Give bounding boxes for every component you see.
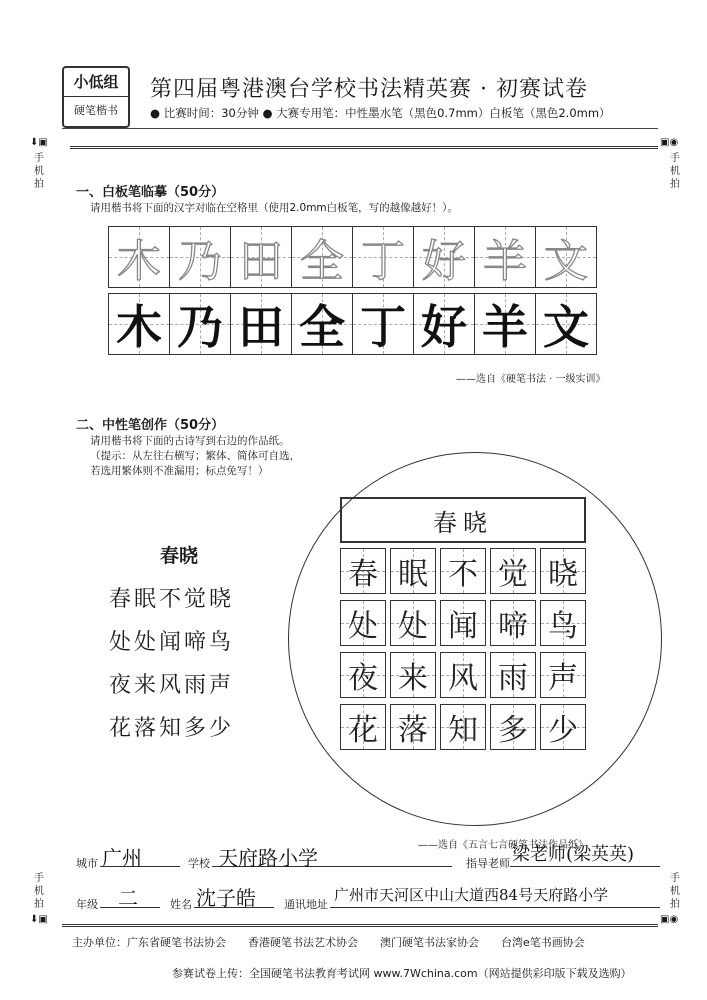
instruction-line: 请用楷书将下面的古诗写到右边的作品纸。 bbox=[90, 435, 290, 447]
work-cell bbox=[440, 548, 486, 594]
city-value[interactable]: 广州 bbox=[102, 846, 142, 870]
work-cell bbox=[540, 652, 586, 698]
grid-char: 好 bbox=[421, 300, 467, 354]
school-value[interactable]: 天府路小学 bbox=[218, 846, 318, 870]
grid-cell bbox=[413, 293, 475, 355]
side-label-bottom-right: 手机拍 bbox=[670, 873, 680, 910]
group-badge bbox=[62, 66, 130, 128]
section1-title: 一、白板笔临摹（50分） bbox=[76, 185, 225, 200]
work-cell bbox=[340, 652, 386, 698]
address-label: 通讯地址 bbox=[284, 898, 328, 911]
work-cell bbox=[340, 600, 386, 646]
poem-line: 夜来风雨声 bbox=[109, 673, 235, 698]
grid-char: 乃 bbox=[177, 300, 223, 354]
work-char: 少 bbox=[548, 713, 578, 748]
work-char: 落 bbox=[398, 713, 428, 748]
work-char: 知 bbox=[448, 713, 478, 748]
work-char: 夜 bbox=[348, 661, 378, 696]
grid-char: 丁 bbox=[360, 300, 406, 354]
address-underline bbox=[330, 907, 660, 908]
section2-title: 二、中性笔创作（50分） bbox=[76, 418, 225, 433]
work-char: 处 bbox=[348, 609, 378, 644]
footer-rule bbox=[62, 924, 658, 927]
work-cell bbox=[490, 600, 536, 646]
poem-title: 春晓 bbox=[160, 545, 199, 567]
work-cell bbox=[390, 600, 436, 646]
instruction-line: （提示：从左往右横写；繁体、简体可自选， bbox=[90, 450, 300, 462]
poem-line: 花落知多少 bbox=[109, 716, 235, 741]
grid-char: 羊 bbox=[483, 236, 527, 287]
work-cell bbox=[490, 704, 536, 750]
grid-cell bbox=[108, 226, 170, 288]
work-char: 风 bbox=[448, 661, 478, 696]
grid-char: 文 bbox=[543, 300, 589, 354]
group-label: 小低组 bbox=[64, 68, 128, 97]
grid-cell bbox=[291, 226, 353, 288]
work-char: 闻 bbox=[448, 609, 478, 644]
organizers: 主办单位：广东省硬笔书法协会 香港硬笔书法艺术协会 澳门硬笔书法家协会 台湾e笔书画协会 bbox=[72, 936, 585, 949]
side-label-top-right: 手机拍 bbox=[670, 153, 680, 190]
side-label-bottom-left: 手机拍 bbox=[34, 873, 44, 910]
grid-cell bbox=[169, 226, 231, 288]
work-char: 声 bbox=[548, 661, 578, 696]
work-cell bbox=[440, 652, 486, 698]
grid-char: 羊 bbox=[482, 300, 528, 354]
grid-cell bbox=[291, 293, 353, 355]
grid-char: 全 bbox=[299, 300, 345, 354]
work-title-box bbox=[340, 497, 586, 543]
download-icon: ⬇▣ bbox=[30, 137, 48, 148]
header-double-rule bbox=[70, 146, 658, 149]
teacher-label: 指导老师 bbox=[466, 857, 510, 870]
grid-char: 乃 bbox=[178, 236, 222, 287]
grid-cell bbox=[352, 293, 414, 355]
poem-text bbox=[109, 578, 234, 750]
work-char: 来 bbox=[398, 661, 428, 696]
work-grid bbox=[340, 548, 590, 756]
download-icon: ⬇▣ bbox=[30, 914, 48, 925]
grid-char: 田 bbox=[238, 300, 284, 354]
address-value[interactable]: 广州市天河区中山大道西84号天府路小学 bbox=[334, 886, 609, 904]
side-label-top-left: 手机拍 bbox=[34, 153, 44, 190]
work-row bbox=[340, 600, 590, 646]
work-cell bbox=[390, 652, 436, 698]
work-char: 春 bbox=[348, 557, 378, 592]
grid-cell bbox=[352, 226, 414, 288]
exam-title: 第四届粤港澳台学校书法精英赛 · 初赛试卷 bbox=[150, 77, 588, 102]
grade-value[interactable]: 二 bbox=[118, 886, 138, 910]
work-char: 晓 bbox=[548, 557, 578, 592]
category-label: 硬笔楷书 bbox=[74, 104, 118, 117]
grid-char: 木 bbox=[116, 300, 162, 354]
work-row bbox=[340, 548, 590, 594]
grid-cell bbox=[230, 293, 292, 355]
grid-cell bbox=[474, 226, 536, 288]
poem-line: 处处闻啼鸟 bbox=[109, 630, 235, 655]
camera-icon: ▣◉ bbox=[660, 137, 679, 148]
grid-cell bbox=[535, 226, 597, 288]
trace-grid bbox=[108, 226, 597, 288]
section2-instructions bbox=[90, 434, 300, 479]
grid-char: 好 bbox=[422, 236, 466, 287]
grid-cell bbox=[535, 293, 597, 355]
section1-source: ——选自《硬笔书法 · 一级实训》 bbox=[456, 374, 606, 385]
work-char: 不 bbox=[448, 557, 478, 592]
work-cell bbox=[340, 704, 386, 750]
grade-label: 年级 bbox=[76, 898, 98, 911]
work-char: 眠 bbox=[398, 557, 428, 592]
grid-char: 全 bbox=[300, 236, 344, 287]
work-cell bbox=[390, 548, 436, 594]
work-char: 花 bbox=[348, 713, 378, 748]
section1-instruction: 请用楷书将下面的汉字对临在空格里（使用2.0mm白板笔，写的越像越好！）。 bbox=[90, 202, 458, 214]
grid-char: 丁 bbox=[361, 236, 405, 287]
grid-char: 木 bbox=[117, 236, 161, 287]
work-cell bbox=[540, 548, 586, 594]
grid-cell bbox=[230, 226, 292, 288]
work-char: 多 bbox=[498, 713, 528, 748]
work-cell bbox=[440, 704, 486, 750]
grid-cell bbox=[108, 293, 170, 355]
work-row bbox=[340, 652, 590, 698]
name-label: 姓名 bbox=[170, 898, 192, 911]
grid-char: 田 bbox=[239, 236, 283, 287]
work-cell bbox=[490, 652, 536, 698]
upload-note: 参赛试卷上传：全国硬笔书法教育考试网 www.7Wchina.com（网站提供彩印版下载及选购） bbox=[172, 967, 632, 980]
written-grid bbox=[108, 293, 597, 355]
poem-line: 春眠不觉晓 bbox=[109, 587, 235, 612]
work-cell bbox=[540, 704, 586, 750]
work-char: 雨 bbox=[498, 661, 528, 696]
grid-cell bbox=[169, 293, 231, 355]
work-cell bbox=[490, 548, 536, 594]
instruction-line: 若选用繁体则不准漏用；标点免写！） bbox=[90, 465, 269, 477]
teacher-value[interactable]: 梁老师(梁英英) bbox=[512, 844, 635, 865]
city-label: 城市 bbox=[76, 857, 98, 870]
work-title: 春晓 bbox=[433, 508, 493, 537]
work-cell bbox=[440, 600, 486, 646]
work-char: 处 bbox=[398, 609, 428, 644]
work-row bbox=[340, 704, 590, 750]
work-cell bbox=[340, 548, 386, 594]
work-char: 鸟 bbox=[548, 609, 578, 644]
work-char: 觉 bbox=[498, 557, 528, 592]
work-cell bbox=[540, 600, 586, 646]
teacher-underline bbox=[510, 866, 660, 867]
camera-icon: ▣◉ bbox=[660, 914, 679, 925]
grid-char: 文 bbox=[544, 236, 588, 287]
grid-cell bbox=[474, 293, 536, 355]
school-label: 学校 bbox=[188, 857, 210, 870]
work-cell bbox=[390, 704, 436, 750]
name-value[interactable]: 沈子皓 bbox=[196, 886, 256, 910]
header-rule bbox=[62, 128, 658, 129]
grid-cell bbox=[413, 226, 475, 288]
exam-subtitle: ● 比赛时间：30分钟 ● 大赛专用笔：中性墨水笔（黑色0.7mm）白板笔（黑色2.0mm） bbox=[150, 106, 611, 120]
section2-source: ——选自《五言七言硬笔书法作品纸》 bbox=[418, 840, 588, 851]
work-char: 啼 bbox=[498, 609, 528, 644]
